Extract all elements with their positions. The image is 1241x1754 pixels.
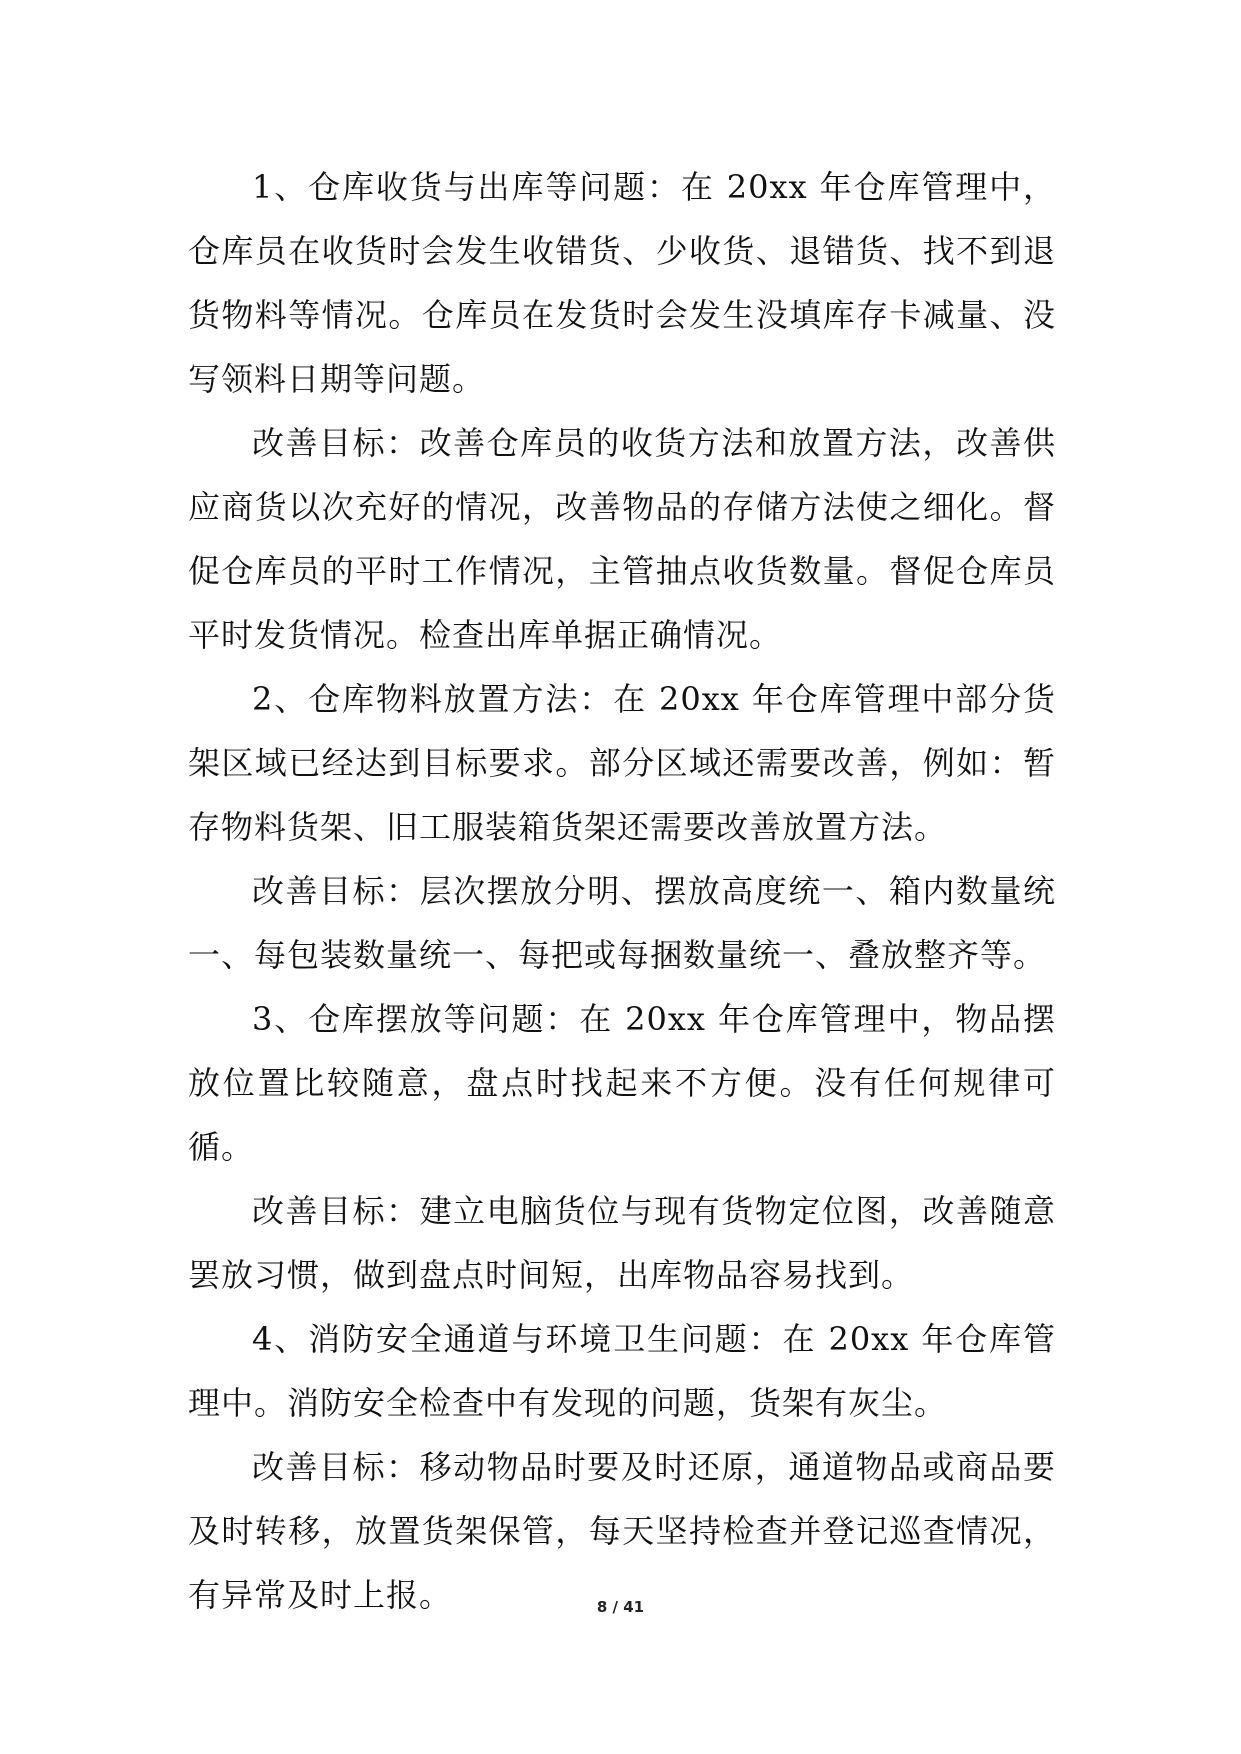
paragraph-2: 改善目标：改善仓库员的收货方法和放置方法，改善供应商货以次充好的情况，改善物品的存储方法使之细化。督促仓库员的平时工作情况，主管抽点收货数量。督促仓库员平时发货情况。检查出库单据正确情况。 <box>188 424 1056 654</box>
paragraph-5: 3、仓库摆放等问题：在 20xx 年仓库管理中，物品摆放位置比较随意，盘点时找起来不方便。没有任何规律可循。 <box>188 1000 1056 1166</box>
paragraph-6: 改善目标：建立电脑货位与现有货物定位图，改善随意罢放习惯，做到盘点时间短，出库物品容易找到。 <box>188 1192 1056 1294</box>
paragraph-7: 4、消防安全通道与环境卫生问题：在 20xx 年仓库管理中。消防安全检查中有发现的问题，货架有灰尘。 <box>188 1320 1056 1422</box>
paragraph-8: 改善目标：移动物品时要及时还原，通道物品或商品要及时转移，放置货架保管，每天坚持检查并登记巡查情况，有异常及时上报。 <box>188 1448 1056 1614</box>
document-body <box>188 155 1056 1627</box>
paragraph-3: 2、仓库物料放置方法：在 20xx 年仓库管理中部分货架区域已经达到目标要求。部分区域还需要改善，例如：暂存物料货架、旧工服装箱货架还需要改善放置方法。 <box>188 680 1056 846</box>
page-number: 8 / 41 <box>596 1598 645 1616</box>
paragraph-4: 改善目标：层次摆放分明、摆放高度统一、箱内数量统一、每包装数量统一、每把或每捆数量统一、叠放整齐等。 <box>188 872 1056 974</box>
paragraph-1: 1、仓库收货与出库等问题：在 20xx 年仓库管理中，仓库员在收货时会发生收错货、少收货、退错货、找不到退货物料等情况。仓库员在发货时会发生没填库存卡减量、没写领料日期等问题。 <box>188 168 1056 398</box>
